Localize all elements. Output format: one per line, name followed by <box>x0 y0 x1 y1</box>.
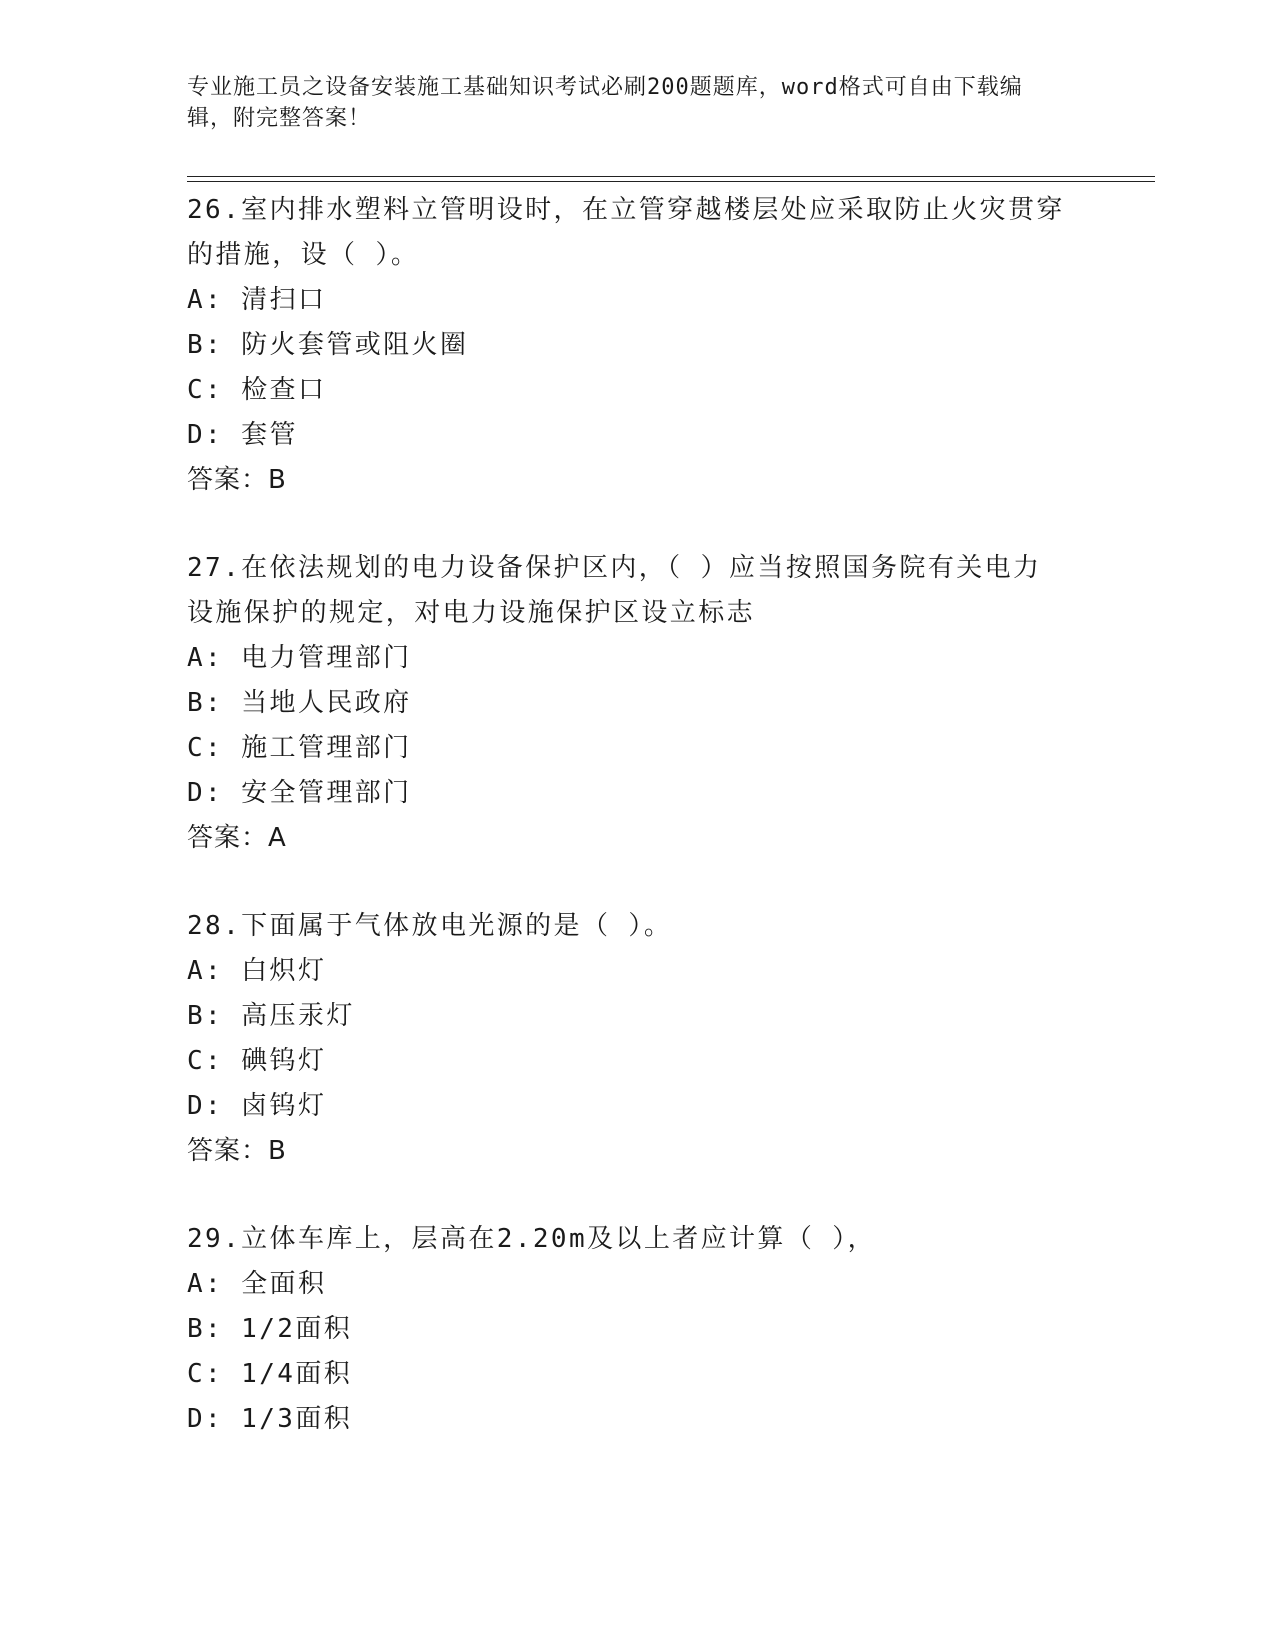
question-29 <box>187 1217 1087 1442</box>
question-27 <box>187 546 1087 861</box>
header-rule-bottom <box>187 181 1155 182</box>
option-b: B: 当地人民政府 <box>187 688 412 718</box>
question-26 <box>187 188 1087 503</box>
question-list <box>187 188 1087 1485</box>
option-a: A: 电力管理部门 <box>187 643 412 673</box>
option-b: B: 高压汞灯 <box>187 1001 355 1031</box>
option-c: C: 施工管理部门 <box>187 733 412 763</box>
answer: 答案：A <box>187 823 287 853</box>
answer: 答案：B <box>187 465 287 495</box>
option-d: D: 卤钨灯 <box>187 1091 327 1121</box>
header-rule-top <box>187 176 1155 177</box>
option-d: D: 套管 <box>187 420 298 450</box>
option-b: B: 防火套管或阻火圈 <box>187 330 469 360</box>
option-c: C: 碘钨灯 <box>187 1046 327 1076</box>
question-stem: 27.在依法规划的电力设备保护区内，（ ）应当按照国务院有关电力设施保护的规定，对电力设施保护区设立标志 <box>187 553 1042 628</box>
option-b: B: 1/2面积 <box>187 1314 353 1344</box>
option-d: D: 1/3面积 <box>187 1404 353 1434</box>
question-stem: 29.立体车库上，层高在2.20m及以上者应计算（ ）， <box>187 1224 877 1254</box>
question-stem: 26.室内排水塑料立管明设时，在立管穿越楼层处应采取防止火灾贯穿的措施，设（ ）。 <box>187 195 1065 270</box>
option-a: A: 清扫口 <box>187 285 327 315</box>
option-a: A: 全面积 <box>187 1269 327 1299</box>
document-header: 专业施工员之设备安装施工基础知识考试必刷200题题库，word格式可自由下载编辑，附完整答案！ <box>187 75 1023 131</box>
option-c: C: 检查口 <box>187 375 327 405</box>
answer: 答案：B <box>187 1136 287 1166</box>
question-stem: 28.下面属于气体放电光源的是（ ）。 <box>187 911 673 941</box>
option-c: C: 1/4面积 <box>187 1359 353 1389</box>
question-28 <box>187 904 1087 1174</box>
option-a: A: 白炽灯 <box>187 956 327 986</box>
option-d: D: 安全管理部门 <box>187 778 412 808</box>
